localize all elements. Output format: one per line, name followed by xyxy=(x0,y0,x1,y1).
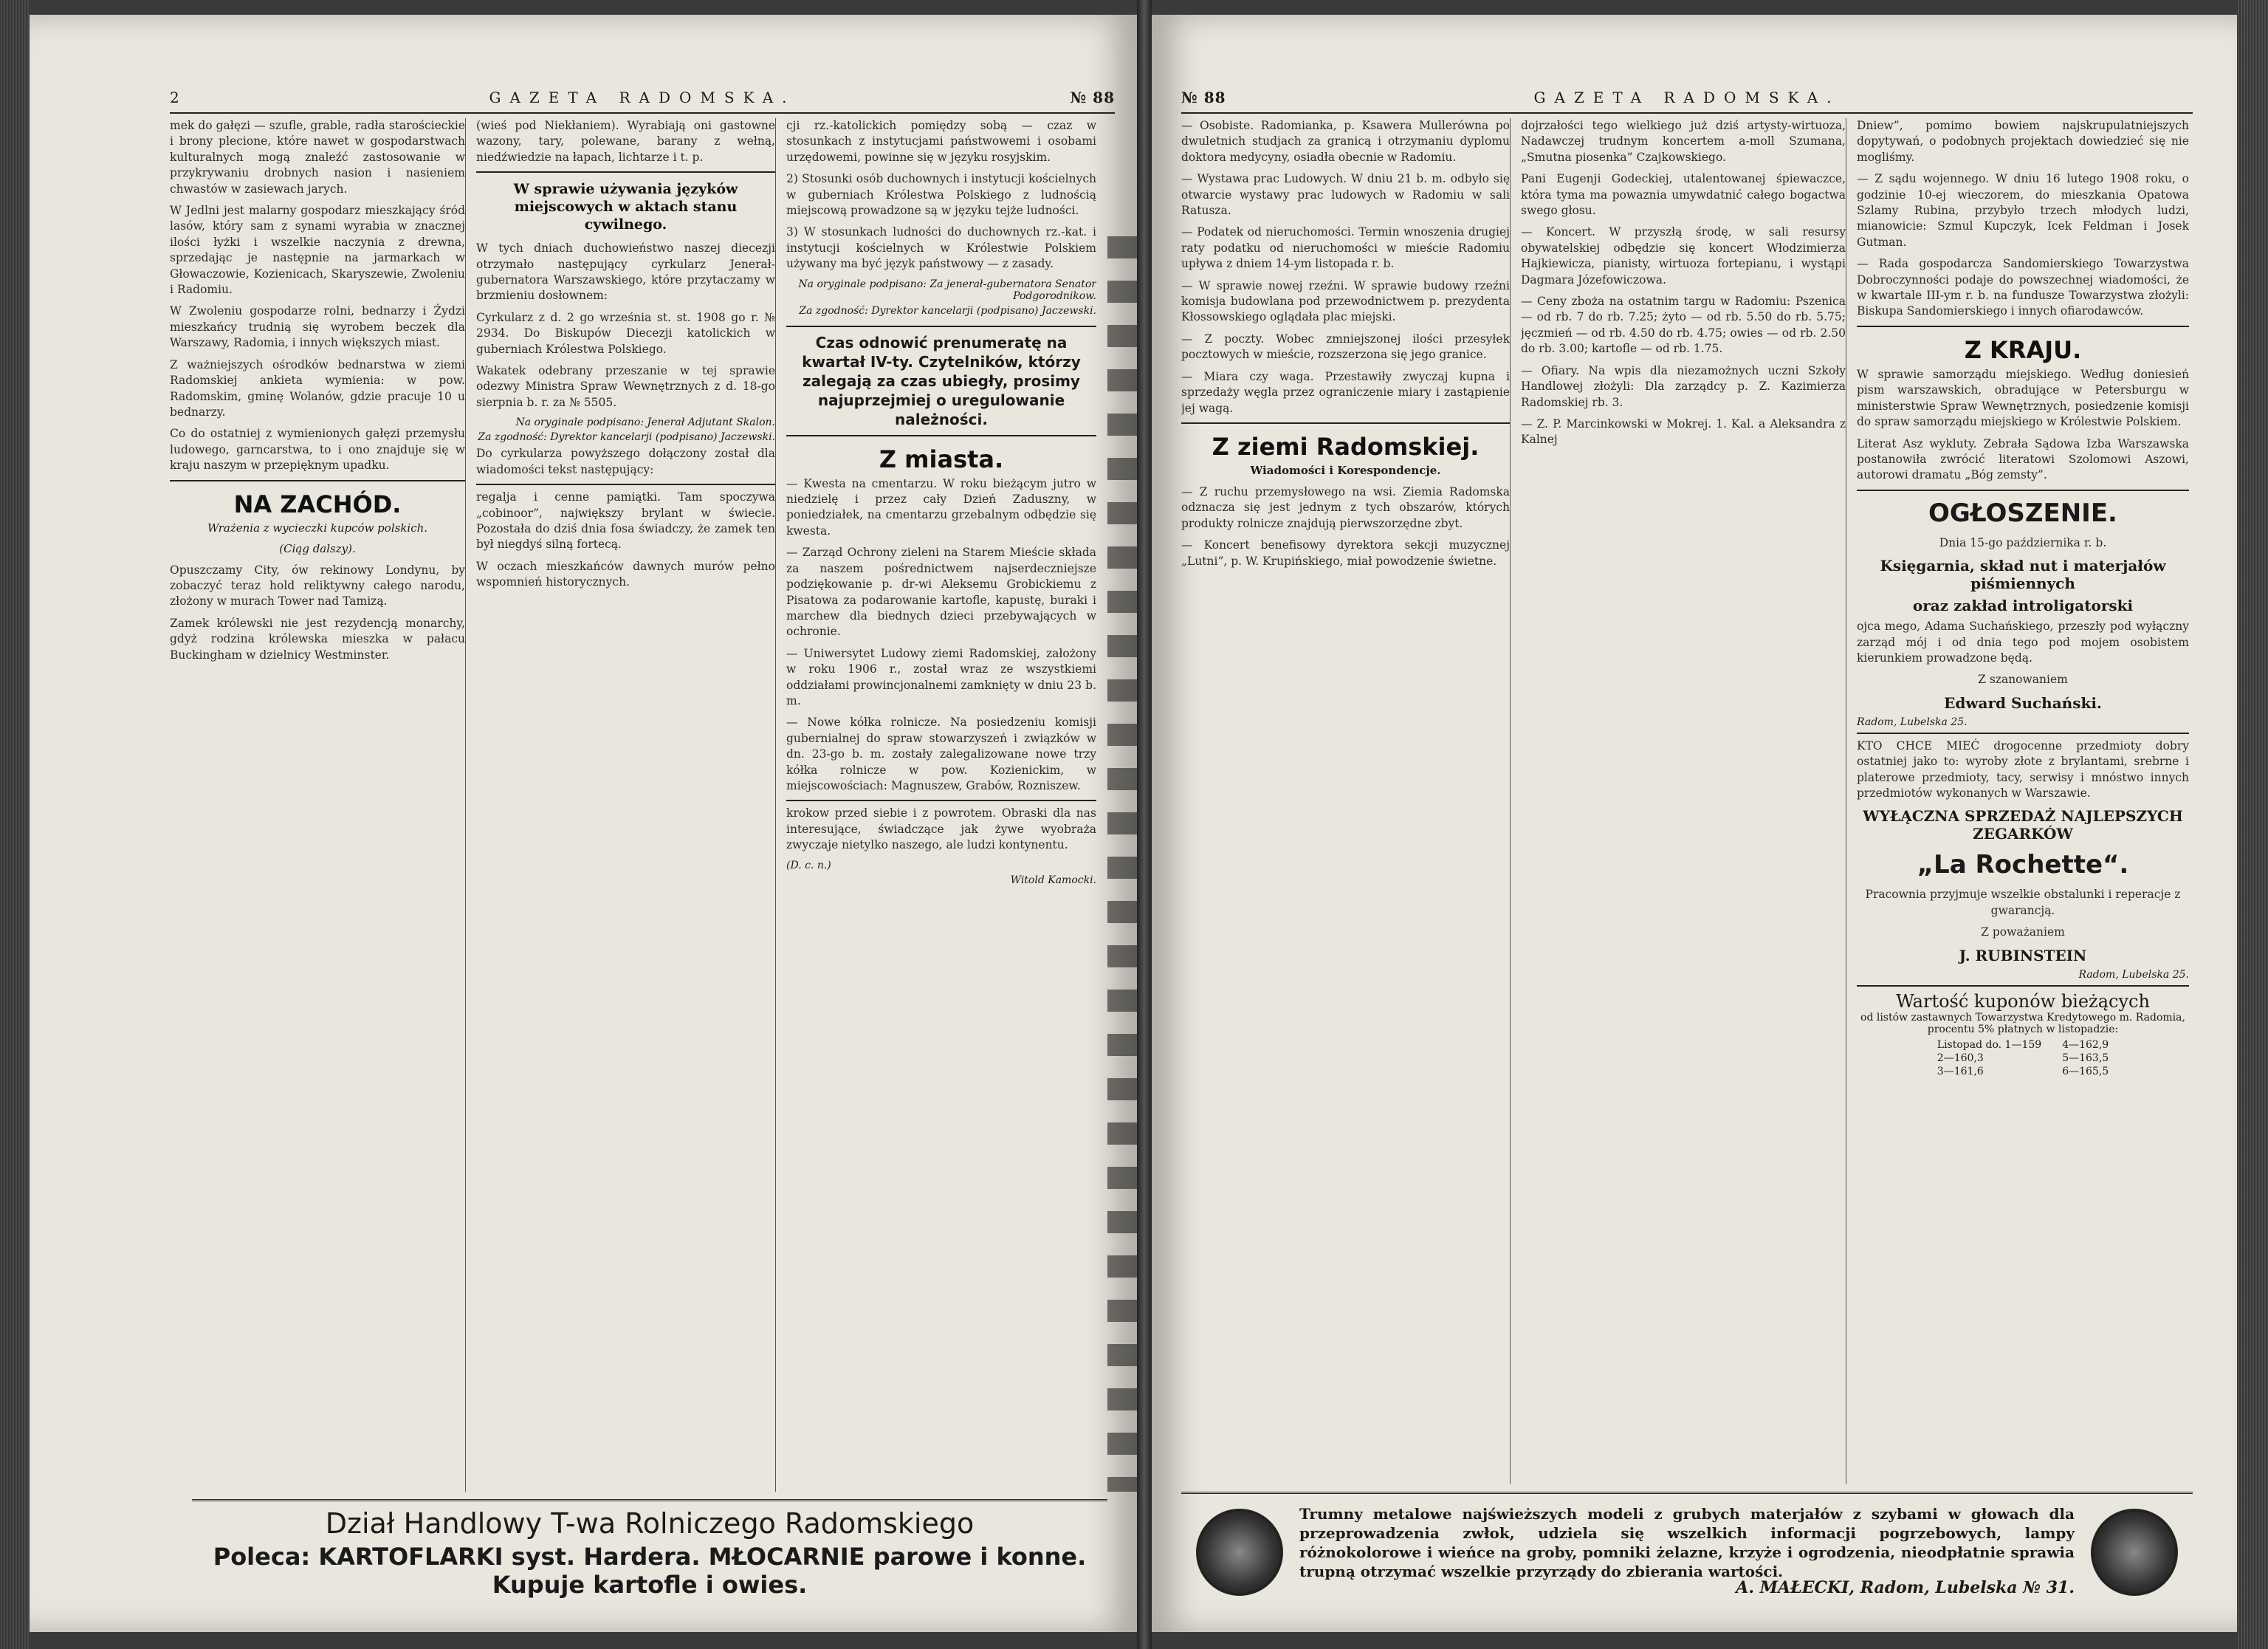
column-1 xyxy=(1181,118,1511,1484)
ad-line: Księgarnia, skład nut i materjałów piśmiennych xyxy=(1880,557,2166,593)
ad-title: OGŁOSZENIE. xyxy=(1928,498,2117,528)
article-paragraph: (wieś pod Niekłaniem). Wyrabiają oni gastowne wazony, tary, polewane, barany z wełną, niedźwiedzie na łapach, lichtarze i t. p. xyxy=(476,119,775,164)
article-paragraph: mek do gałęzi — szufle, grable, radła starościeckie i brony plecione, które nawet w gospodarstwach kulturalnych mogą znaleźć zastosowanie w przykrywaniu drobnych nasion i nasieniem chwastów w zasiewach jarych. xyxy=(170,119,465,196)
coupon-title: Wartość kuponów bieżących xyxy=(1896,990,2150,1012)
article-paragraph: — W sprawie nowej rzeźni. W sprawie budowy rzeźni komisja budowlana pod przewodnictwem p. prezydenta Kłossowskiego oglądała plac miejski. xyxy=(1181,278,1510,324)
signature: Na oryginale podpisano: Jenerał Adjutant Skalon. xyxy=(515,416,775,429)
article-paragraph: — Nowe kółka rolnicze. Na posiedzeniu komisji gubernialnej do spraw stowarzyszeń i związków w dn. 23-go b. m. zostały zalegalizowane nowe trzy kółka rolnicze w pow. Kozienickim, w miejscowościach: Magnuszew, Grabów, Rozniszew. xyxy=(786,716,1096,792)
table-row xyxy=(1927,1052,2119,1065)
article-paragraph: — Podatek od nieruchomości. Termin wnoszenia drugiej raty podatku od nieruchomości w mieście Radomiu upływa z dniem 14-ym listopada r. b. xyxy=(1181,225,1510,271)
article-paragraph: Zamek królewski nie jest rezydencją monarchy, gdyż rodzina królewska mieszka w pałacu Buckingham w dzielnicy Westminster. xyxy=(170,616,465,662)
section-heading: W sprawie używania języków miejscowych w aktach stanu cywilnego. xyxy=(513,181,738,233)
advertisement-footer xyxy=(192,1499,1107,1605)
page-number: 2 xyxy=(170,89,180,106)
article-paragraph: — Ceny zboża na ostatnim targu w Radomiu: Pszenica — od rb. 7 do rb. 7.25; żyto — od rb. 5.50 do rb. 5.75; jęczmień — od rb. 4.50 do rb. 4.75; owies — od rb. 2.50 do rb. 3.00; kartofle — od rb. 1.75. xyxy=(1521,295,1846,356)
divider xyxy=(476,171,775,173)
column-2 xyxy=(476,118,776,1492)
ad-address: Radom, Lubelska 25. xyxy=(1857,716,1968,728)
section-heading: Z ziemi Radomskiej. xyxy=(1212,432,1480,461)
page-header xyxy=(1181,83,2193,114)
ad-address: Radom, Lubelska 25. xyxy=(2078,968,2189,981)
article-paragraph: Opuszczamy City, ów rekinowy Londynu, by zobaczyć teraz hold reliktywny całego narodu, złożony w murach Tower nad Tamizą. xyxy=(170,563,465,608)
article-paragraph: Dniew”, pomimo bowiem najskrupulatniejszych dopytywań, o podobnych projektach dowiedzieć się nie mogliśmy. xyxy=(1857,119,2189,164)
article-paragraph: W Zwoleniu gospodarze rolni, bednarzy i Żydzi mieszkańcy trudnią się wyrobem beczek dla Warszawy, Radomia, i innych większych miast. xyxy=(170,304,465,350)
masthead-title: GAZETA RADOMSKA. xyxy=(1533,89,1841,106)
coupon-table xyxy=(1857,991,2189,1078)
footer-offer: Poleca: KARTOFLARKI syst. Hardera. MŁOCARNIE parowe i konne. Kupuje kartofle i owies. xyxy=(213,1543,1087,1599)
ad-text: Pracownia przyjmuje wszelkie obstalunki i reperacje z gwarancją. xyxy=(1865,888,2181,917)
section-heading: NA ZACHÓD. xyxy=(233,490,402,518)
divider xyxy=(1857,490,2189,491)
article-paragraph: W tych dniach duchowieństwo naszej diecezji otrzymało następujący cyrkularz Jenerał-gubernatora Warszawskiego, które przytaczamy w brzmieniu dosłownem: xyxy=(476,241,775,303)
signature: Na oryginale podpisano: Za jenerał-gubernatora Senator Podgorodnikow. xyxy=(798,278,1096,302)
book-edge-right xyxy=(2237,0,2268,1649)
signature: Za zgodność: Dyrektor kancelarji (podpisano) Jaczewski. xyxy=(478,431,775,444)
masthead-title: GAZETA RADOMSKA. xyxy=(489,89,796,106)
issue-number: № 88 xyxy=(1181,89,1226,106)
book-gutter xyxy=(1137,0,1152,1649)
article-paragraph: Pani Eugenji Godeckiej, utalentowanej śpiewaczce, która tyma ma powaznia umywdatnić całego bogactwa swego głosu. xyxy=(1521,172,1846,218)
divider xyxy=(170,480,465,481)
column-3 xyxy=(786,118,1096,1492)
footer-title: Dział Handlowy T-wa Rolniczego Radomskiego xyxy=(325,1507,975,1540)
ad-signature: Edward Suchański. xyxy=(1944,693,2102,712)
footer-signature: A. MAŁECKI, Radom, Lubelska № 31. xyxy=(1736,1578,2075,1597)
article-paragraph: cji rz.-katolickich pomiędzy sobą — czaz w stosunkach z instytucjami państwowemi i osobami urzędowemi, powinne się w języku rosyjskim. xyxy=(786,119,1096,164)
advertisement-bookstore xyxy=(1857,498,2189,728)
ad-text: ojca mego, Adama Suchańskiego, przeszły pod wyłączny zarząd mój i od dnia tego pod mojem osobistem kierunkiem prowadzone będą. xyxy=(1857,620,2189,665)
article-paragraph: — Rada gospodarcza Sandomierskiego Towarzystwa Dobroczynności podaje do powszechnej wiadomości, że w kwartale III-ym r. b. na fundusze Towarzystwa złożyli: Biskupa Sandomierskiego i innych ofiarodawców. xyxy=(1857,257,2189,318)
article-paragraph: — Koncert. W przyszłą środę, w sali resursy obywatelskiej odbędzie się koncert Włodzimierza Hajkiewicza, pianisty, wirtuoza fortepianu, i wystąpi Dagmara Józefowiczowa. xyxy=(1521,225,1846,287)
table-cell: 6—165,5 xyxy=(2062,1065,2109,1077)
article-paragraph: Cyrkularz z d. 2 go września st. st. 1908 go r. № 2934. Do Biskupów Diecezji katolickich w guberniach Królestwa Polskiego. xyxy=(476,310,775,356)
emblem-seal-icon xyxy=(1196,1509,1283,1596)
table-row xyxy=(1927,1038,2119,1052)
author-signature: Witold Kamocki. xyxy=(1010,874,1096,886)
column-3 xyxy=(1857,118,2189,1484)
divider xyxy=(1857,985,2189,987)
divider xyxy=(1857,326,2189,327)
ad-line: oraz zakład introligatorski xyxy=(1912,597,2134,615)
column-2 xyxy=(1521,118,1846,1484)
article-paragraph: Literat Asz wykluty. Zebrała Sądowa Izba Warszawska postanowiła zwrócić literatowi Szolomowi Aszowi, autorowi dramatu „Bóg zemsty”. xyxy=(1857,436,2189,482)
article-paragraph: — Z. P. Marcinkowski w Mokrej. 1. Kal. a Aleksandra z Kalnej xyxy=(1521,416,1846,447)
article-paragraph: — Miara czy waga. Przestawiły zwyczaj kupna i sprzedaży węgla przez ograniczenie miary i zastąpienie jej wagą. xyxy=(1181,369,1510,415)
divider xyxy=(476,484,775,485)
article-paragraph: dojrzałości tego wielkiego już dziś artysty-wirtuoza, Nadawczej trudnym koncertem a-moll Szumana, „Smutna piosenka” Czajkowskiego. xyxy=(1521,119,1846,164)
table-cell: 3—161,6 xyxy=(1937,1065,1984,1077)
article-paragraph: 3) W stosunkach ludności do duchownych rz.-kat. i instytucji kościelnych w Królestwie Polskiem używany ma być język państwowy — z zasady. xyxy=(786,225,1096,271)
section-subheading: Wiadomości i Korespondencje. xyxy=(1250,463,1441,477)
column-1 xyxy=(170,118,466,1492)
article-paragraph: — Zarząd Ochrony zieleni na Starem Mieście składa za naszem pośrednictwem najserdeczniejsze podziękowanie p. dr-wi Aleksemu Grobickiemu z Pisatowa za podarowanie kartofle, kapustę, buraki i marchew dla biednych dzieci przebywających w ochronie. xyxy=(786,546,1096,639)
article-paragraph: Co do ostatniej z wymienionych gałęzi przemysłu ludowego, garncarstwa, to i ono znajduje się w kraju naszym w przepięknym upadku. xyxy=(170,427,465,473)
article-paragraph: — Kwesta na cmentarzu. W roku bieżącym jutro w niedzielę i przez cały Dzień Zaduszny, w poniedziałek, na cmentarzu grzebalnym odbędzie się kwesta. xyxy=(786,476,1096,538)
table-row xyxy=(1927,1065,2119,1078)
ad-line: WYŁĄCZNA SPRZEDAŻ NAJLEPSZYCH ZEGARKÓW xyxy=(1863,807,2183,843)
page-header xyxy=(170,83,1115,114)
continuation-note: (Ciąg dalszy). xyxy=(279,541,356,555)
ad-date: Dnia 15-go października r. b. xyxy=(1939,535,2107,549)
advertisement-watches xyxy=(1857,738,2189,981)
book-edge-left xyxy=(0,0,30,1649)
article-paragraph: — Ofiary. Na wpis dla niezamożnych uczni Szkoły Handlowej złożyli: Dla zarządcy p. Z. Kazimierza Radomskiej rb. 3. xyxy=(1521,363,1846,409)
medal-seal-icon xyxy=(2091,1509,2178,1596)
ad-signature-label: Z poważaniem xyxy=(1981,925,2065,939)
table-cell: 2—160,3 xyxy=(1937,1052,1984,1064)
signature: Za zgodność: Dyrektor kancelarji (podpisano) Jaczewski. xyxy=(799,304,1096,317)
article-paragraph: regalja i cenne pamiątki. Tam spoczywa „cobinoor”, największy brylant w świecie. Pozostała do dziś dnia fosa świadczy, że zamek ten był niegdyś silną fortecą. xyxy=(476,490,775,552)
ad-signature: J. RUBINSTEIN xyxy=(1959,946,2087,964)
article-paragraph: — Uniwersytet Ludowy ziemi Radomskiej, założony w roku 1906 r., został wraz ze wszystkiemi oddziałami prowincjonalnemi zamknięty w dniu 23 b. m. xyxy=(786,646,1096,707)
divider xyxy=(786,800,1096,801)
article-paragraph: W Jedlni jest malarny gospodarz mieszkający śród lasów, który sam z synami wyrabia w znacznej ilości łyżki i wszelkie naczynia z drewna, sprzedając je następnie na jarmarkach w Głowaczowie, Kozienicach, Skaryszewie, Zwoleniu i Radomiu. xyxy=(170,204,465,297)
divider xyxy=(1181,422,1510,424)
table-cell: 5—163,5 xyxy=(2062,1052,2109,1064)
ad-brand: „La Rochette“. xyxy=(1917,850,2129,880)
article-paragraph: Do cyrkularza powyższego dołączony został dla wiadomości tekst następujący: xyxy=(476,447,775,476)
article-paragraph: W oczach mieszkańców dawnych murów pełno wspomnień historycznych. xyxy=(476,559,775,589)
advertisement-footer xyxy=(1181,1492,2193,1605)
article-paragraph: W sprawie samorządu miejskiego. Według doniesień pism warszawskich, obradujące w Petersburgu w ministerstwie Spraw Wewnętrznych, posiedzenie komisji do spraw samorządu miejskiego w Królestwie Polskiem. xyxy=(1857,367,2189,429)
article-paragraph: 2) Stosunki osób duchownych i instytucji kościelnych w guberniach Królestwa Polskiego z ludnością miejscową prowadzone są w języku tejże ludności. xyxy=(786,172,1096,218)
left-page xyxy=(30,15,1137,1632)
table-cell: Listopad do. 1—159 xyxy=(1937,1038,2042,1051)
ad-signature-label: Z szanowaniem xyxy=(1978,673,2068,687)
article-paragraph: krokow przed siebie i z powrotem. Obraski dla nas interesujące, świadczące jak żywe wyobraża zwyczaje nietylko naszego, ale ludzi kontynentu. xyxy=(786,806,1096,852)
table-cell: 4—162,9 xyxy=(2062,1038,2109,1051)
article-paragraph: — Z poczty. Wobec zmniejszonej ilości przesyłek pocztowych w mieście, rozszerzona się jego granice. xyxy=(1181,332,1510,362)
footer-text: Trumny metalowe najświeższych modeli z grubych materjałów z szybami w głowach dla przeprowadzenia zwłok, udziela się wszelkich informacji pogrzebowych, lampy różnokolorowe i wieńce na groby, pomniki żelazne, krzyże i ogrodzenia, nieodpłatnie sprawia trupną otrzymać wszelkie przyrządy do zbierania wartości. xyxy=(1299,1505,2075,1580)
article-paragraph: Wakatek odebrany przeszanie w tej sprawie odezwy Ministra Spraw Wewnętrznych z d. 18-go sierpnia b. r. za № 5505. xyxy=(476,364,775,409)
divider xyxy=(1857,733,2189,734)
article-paragraph: — Osobiste. Radomianka, p. Ksawera Mullerówna po dwuletnich studjach za granicą i otrzymaniu dyplomu doktora medycyny, osiadła obecnie w Radomiu. xyxy=(1181,119,1510,164)
article-paragraph: — Z sądu wojennego. W dniu 16 lutego 1908 roku, o godzinie 10-ej wieczorem, do mieszkania Opatowa Szlamy Rubina, przybyło trzech młodych ludzi, mianowicie: Szmul Kupczyk, Icek Feldman i Josek Gutman. xyxy=(1857,172,2189,249)
subscription-notice: Czas odnowić prenumeratę na kwartał IV-ty. Czytelników, którzy zalegają za czas ubiegły, prosimy najuprzejmiej o uregulowanie należności. xyxy=(786,326,1096,436)
article-paragraph: Z ważniejszych ośrodków bednarstwa w ziemi Radomskiej ankieta wymienia: w pow. Radomskim, gminę Wolanów, gdzie pracuje 10 u bednarzy. xyxy=(170,357,465,419)
continuation-note: (D. c. n.) xyxy=(786,859,831,871)
article-paragraph: — Koncert benefisowy dyrektora sekcji muzycznej „Lutni”, p. W. Krupińskiego, miał powodzenie świetne. xyxy=(1181,538,1510,568)
ad-text: KTO CHCE MIEĆ drogocenne przedmioty dobry ostatniej jako to: wyroby złote z brylantami, srebrne i platerowe przedmioty, tacy, serwisy i mnóstwo innych przedmiotów wykonanych w Warszawie. xyxy=(1857,738,2189,800)
coupon-subtitle: od listów zastawnych Towarzystwa Kredytowego m. Radomia, procentu 5% płatnych w listopadzie: xyxy=(1860,1011,2185,1035)
section-heading: Z miasta. xyxy=(879,445,1004,473)
article-paragraph: — Wystawa prac Ludowych. W dniu 21 b. m. odbyło się otwarcie wystawy prac ludowych w Radomiu w sali Ratusza. xyxy=(1181,172,1510,218)
coupon-values xyxy=(1927,1038,2119,1078)
section-subheading: Wrażenia z wycieczki kupców polskich. xyxy=(207,521,428,535)
binding-stamp xyxy=(1107,236,1137,1492)
section-heading: Z KRAJU. xyxy=(1964,335,2082,364)
right-page xyxy=(1152,15,2237,1632)
article-paragraph: — Z ruchu przemysłowego na wsi. Ziemia Radomska odznacza się jest jednym z tych obszarów, których produkty rolnicze znajdują pierwszorzędne zbyt. xyxy=(1181,484,1510,530)
issue-number: № 88 xyxy=(1070,89,1115,106)
